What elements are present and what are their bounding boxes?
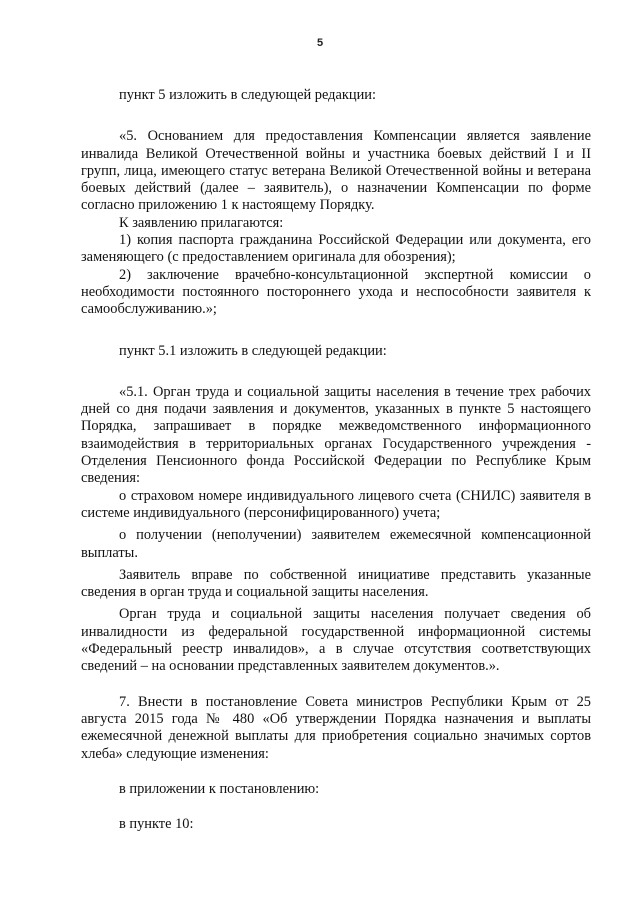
instruction-paragraph-5-1: пункт 5.1 изложить в следующей редакции: (119, 342, 387, 359)
clause-5-paragraph: «5. Основанием для предоставления Компенсации является заявление инвалида Великой Отечественной войны и участника боевых действий I и II групп, лица, имеющего статус ветерана Великой Отечественной войны и ветерана боевых действий (далее – заявитель), о назначении Компенсации по форме согласно приложению 1 к настоящему Порядку. (81, 128, 591, 214)
instruction-paragraph-5: пункт 5 изложить в следующей редакции: (119, 87, 376, 103)
compensation-item-paragraph: о получении (неполучении) заявителем ежемесячной компенсационной выплаты. (81, 527, 591, 561)
disability-info-paragraph: Орган труда и социальной защиты населения получает сведения об инвалидности из федеральной государственной информационной системы «Федеральный реестр инвалидов», а в случае отсутствия соответствующих сведений – на основании представленных заявителем документов.». (81, 606, 591, 675)
applicant-right-paragraph: Заявитель вправе по собственной инициативе представить указанные сведения в орган труда и социальной защиты населения. (81, 566, 591, 601)
attachment-item-2: 2) заключение врачебно-консультационной экспертной комиссии о необходимости постоянного постороннего ухода и неспособности заявителя к самообслуживанию.»; (81, 266, 591, 318)
document-body (81, 87, 591, 833)
section-7-paragraph: 7. Внести в постановление Совета министров Республики Крым от 25 августа 2015 года № 480 «Об утверждении Порядка назначения и выплаты ежемесячной денежной выплаты для приобретения социально значимых сортов хлеба» следующие изменения: (81, 693, 591, 762)
attachments-intro-paragraph: К заявлению прилагаются: (119, 214, 284, 231)
page-number: 5 (316, 37, 324, 49)
annex-paragraph: в приложении к постановлению: (119, 780, 320, 797)
clause-5-1-paragraph: «5.1. Орган труда и социальной защиты населения в течение трех рабочих дней со дня подачи заявления и документов, указанных в пункте 5 настоящего Порядка, запрашивает в порядке межведомственного информационного взаимодействия в территориальных органах Государственного учреждения - Отделения Пенсионного фонда Российской Федерации по Республике Крым сведения: (81, 383, 591, 487)
snils-item-paragraph: о страховом номере индивидуального лицевого счета (СНИЛС) заявителя в системе индивидуального (персонифицированного) учета; (81, 487, 591, 521)
point-10-paragraph: в пункте 10: (119, 816, 194, 833)
attachment-item-1: 1) копия паспорта гражданина Российской Федерации или документа, его заменяющего (с предоставлением оригинала для обозрения); (81, 232, 591, 266)
